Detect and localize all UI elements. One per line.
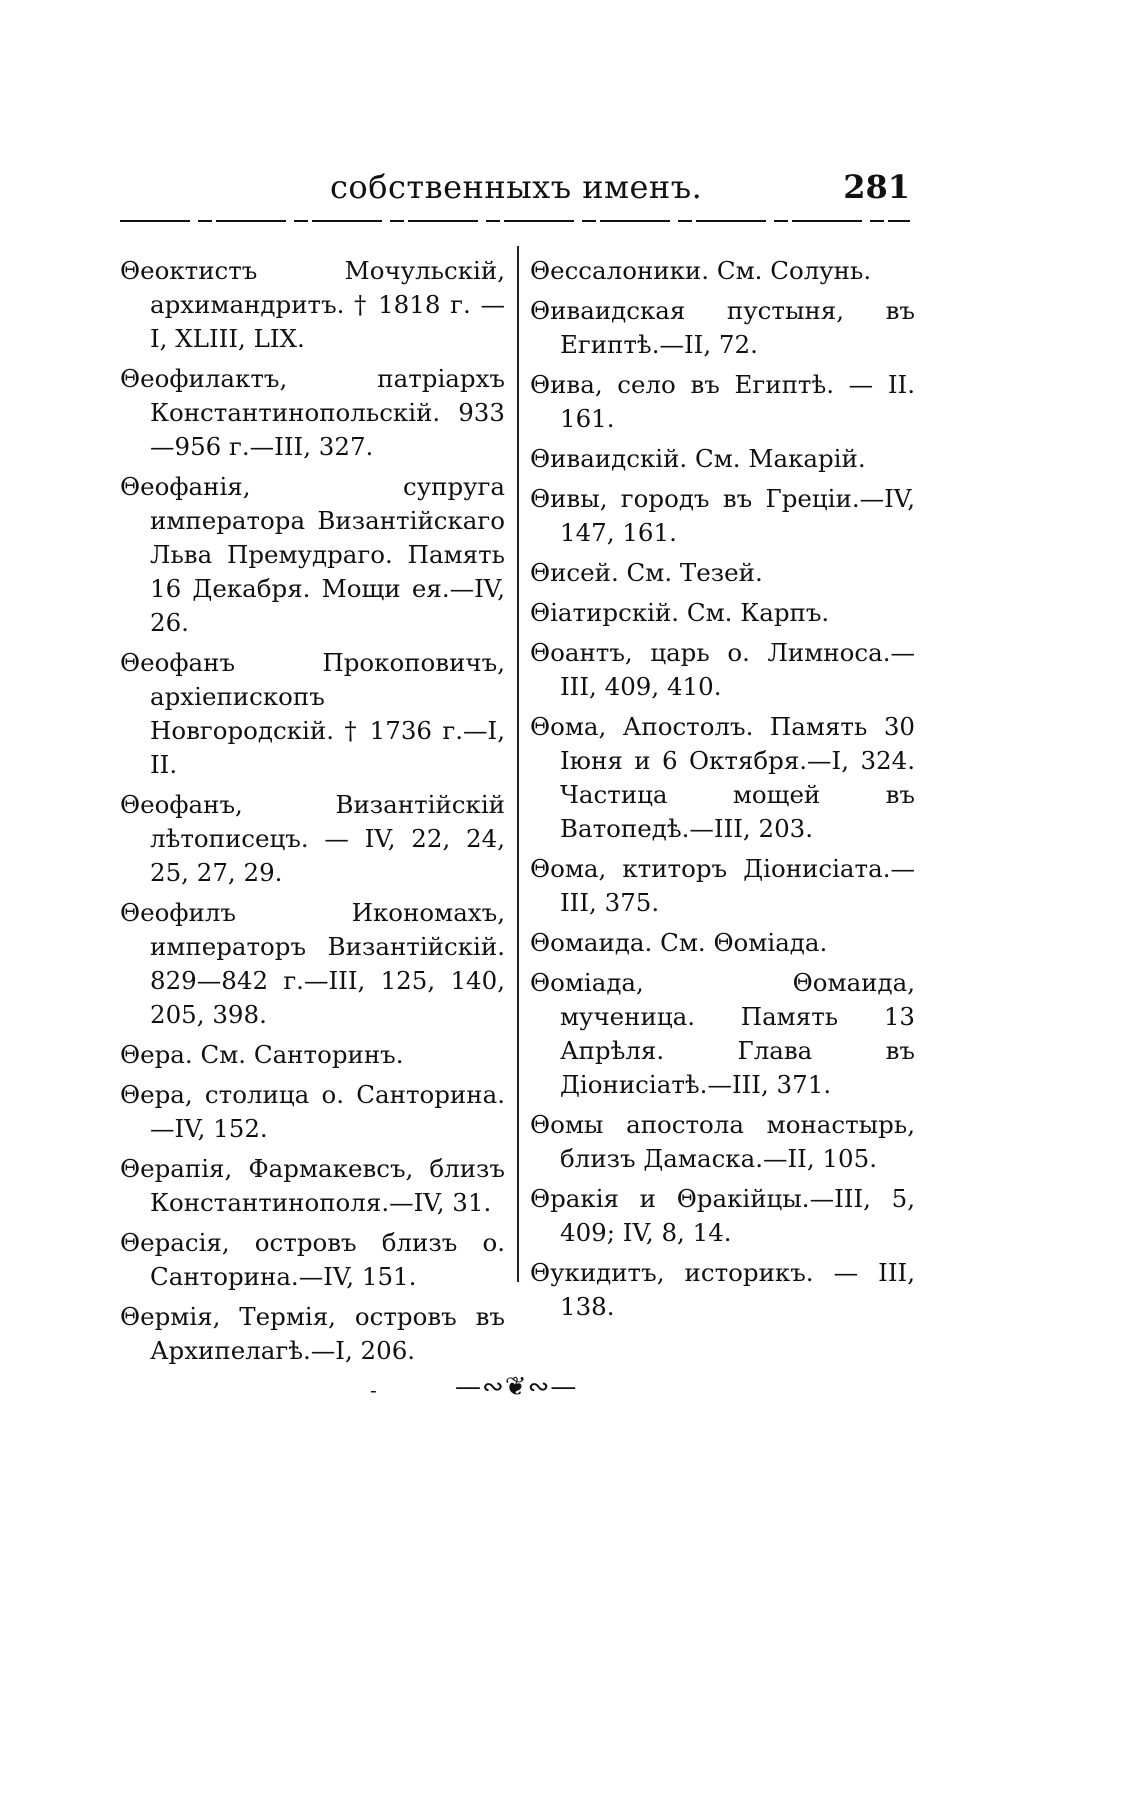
end-ornament: —∾❦∾— — [455, 1372, 578, 1402]
index-entry: Θеоктистъ Мочульскій, архимандритъ. † 1818 г. — I, XLIII, LIX. — [120, 256, 505, 353]
index-entry: Θеофанія, супруга императора Византійскаго Льва Премудраго. Память 16 Декабря. Мощи ея.—IV, 26. — [120, 472, 505, 637]
index-entry: Θисей. См. Тезей. — [530, 558, 763, 587]
index-entry: Θомаида. См. Θоміада. — [530, 928, 828, 957]
running-title: собственныхъ именъ. — [330, 168, 703, 206]
index-entry: Θермія, Термія, островъ въ Архипелагѣ.—I, 206. — [120, 1302, 505, 1365]
index-entry: Θеофилактъ, патріархъ Константинопольскій. 933—956 г.—III, 327. — [120, 364, 505, 461]
index-entry: Θеофанъ Прокоповичъ, архіепископъ Новгородскій. † 1736 г.—I, II. — [120, 648, 505, 779]
right-column — [530, 254, 915, 1330]
index-entry: Θома, ктиторъ Діонисіата.—III, 375. — [530, 854, 915, 917]
index-entry: Θеофанъ, Византійскій лѣтописецъ. — IV, 22, 24, 25, 27, 29. — [120, 790, 505, 887]
index-entry: Θера, столица о. Санторина.—IV, 152. — [120, 1080, 505, 1143]
index-entry: Θракія и Θракійцы.—III, 5, 409; IV, 8, 14. — [530, 1184, 915, 1247]
index-entry: Θиваидская пустыня, въ Египтѣ.—II, 72. — [530, 296, 915, 359]
index-entry: Θеофилъ Икономахъ, императоръ Византійскій. 829—842 г.—III, 125, 140, 205, 398. — [120, 898, 505, 1029]
page-header — [120, 168, 910, 218]
index-entry: Θоантъ, царь о. Лимноса.—III, 409, 410. — [530, 638, 915, 701]
header-rule — [120, 220, 910, 222]
index-entry: Θива, село въ Египтѣ. — II. 161. — [530, 370, 915, 433]
page-number: 281 — [843, 168, 910, 206]
index-entry: Θомы апостола монастырь, близъ Дамаска.—II, 105. — [530, 1110, 915, 1173]
left-column — [120, 254, 505, 1374]
column-divider — [517, 246, 519, 1282]
index-entry: Θиваидскій. См. Макарій. — [530, 444, 866, 473]
stray-mark: - — [370, 1378, 377, 1402]
index-entry: Θерасія, островъ близъ о. Санторина.—IV, 151. — [120, 1228, 505, 1291]
index-entry: Θома, Апостолъ. Память 30 Іюня и 6 Октября.—I, 324. Частица мощей въ Ватопедѣ.—III, 203. — [530, 712, 915, 843]
index-entry: Θукидитъ, историкъ. — III, 138. — [530, 1258, 915, 1321]
index-entry: Θоміада, Θомаида, мученица. Память 13 Апрѣля. Глава въ Діонисіатѣ.—III, 371. — [530, 968, 915, 1099]
index-entry: Θессалоники. См. Солунь. — [530, 256, 872, 285]
index-entry: Θерапія, Фармакевсъ, близъ Константинополя.—IV, 31. — [120, 1154, 505, 1217]
index-entry: Θера. См. Санторинъ. — [120, 1040, 404, 1069]
index-entry: Θіатирскій. См. Карпъ. — [530, 598, 830, 627]
index-entry: Θивы, городъ въ Греціи.—IV, 147, 161. — [530, 484, 915, 547]
